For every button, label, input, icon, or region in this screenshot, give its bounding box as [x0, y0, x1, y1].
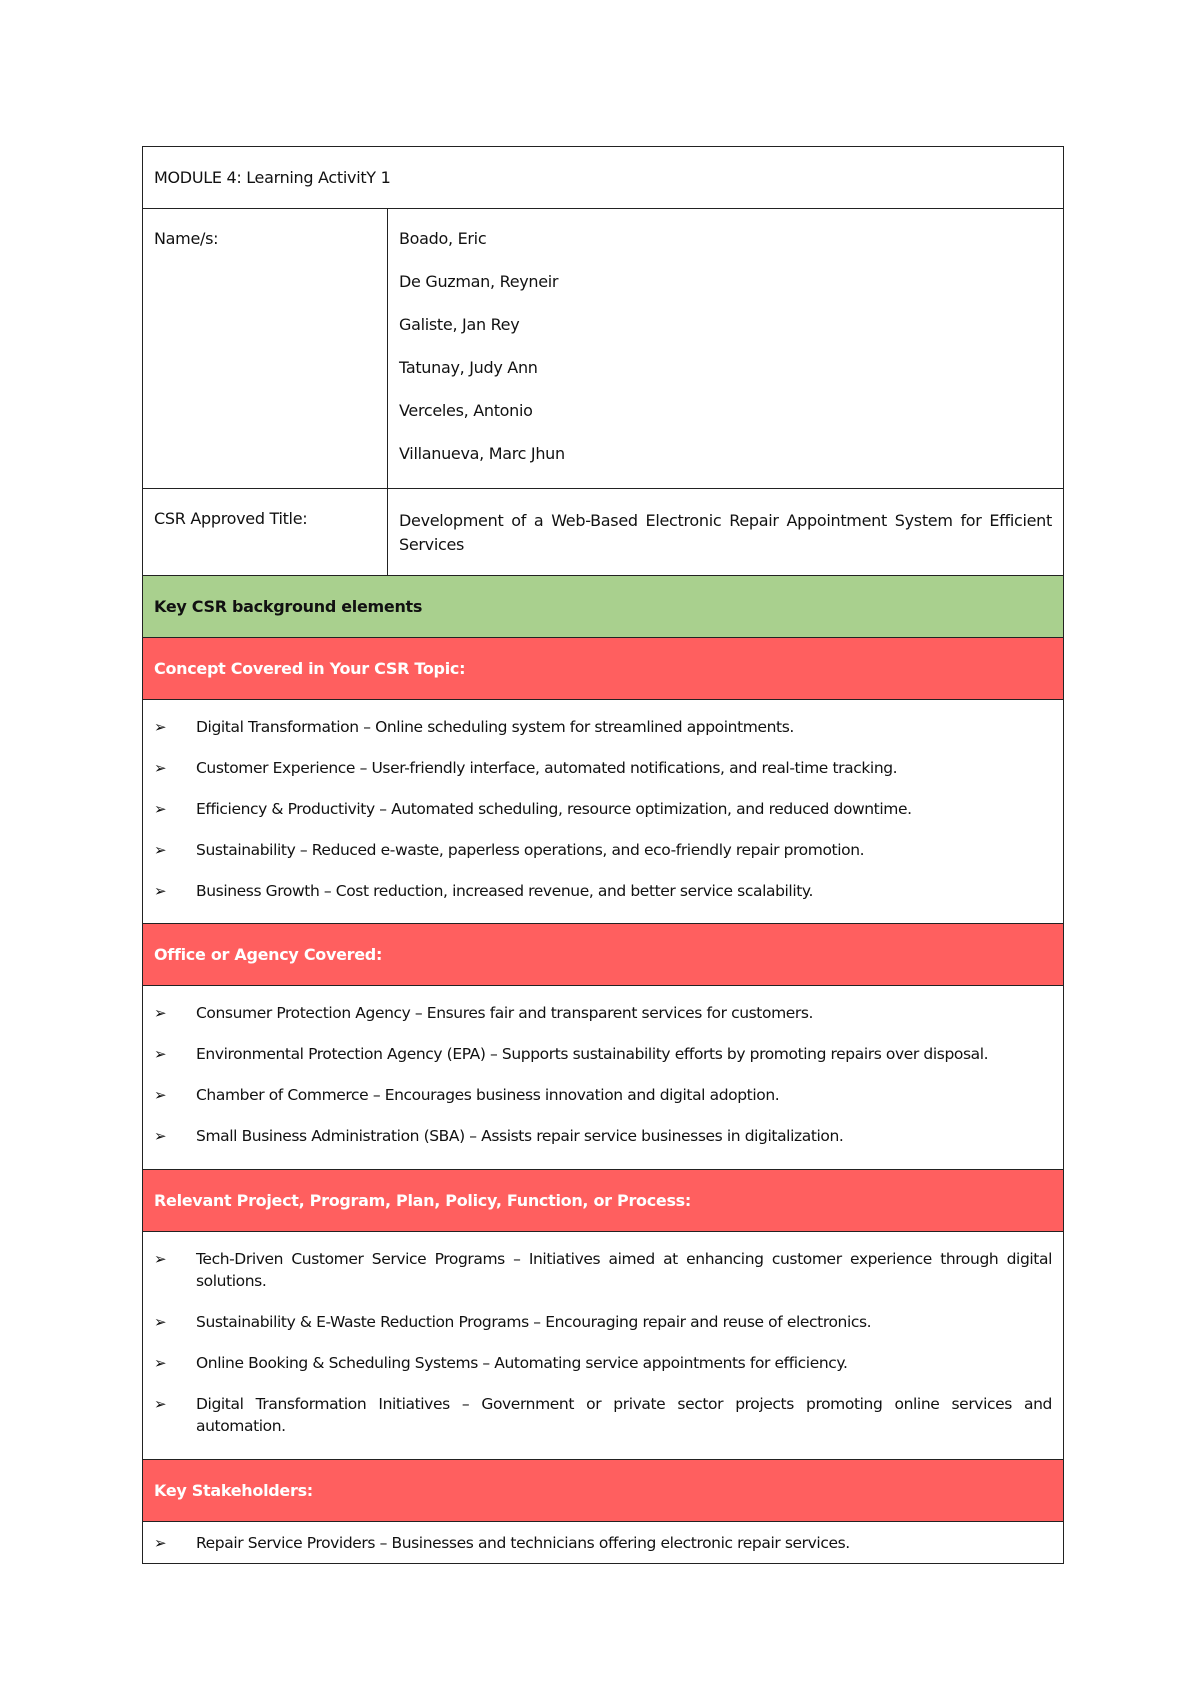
key-elements-title: Key CSR background elements [154, 597, 423, 616]
csr-title-label: CSR Approved Title: [143, 489, 388, 575]
arrow-bullet-icon: ➢ [154, 1313, 167, 1331]
arrow-bullet-icon: ➢ [154, 759, 167, 777]
list-item: ➢ Sustainability – Reduced e-waste, paperless operations, and eco-friendly repair promotion. [154, 841, 865, 859]
names-label: Name/s: [143, 209, 388, 488]
names-list [388, 209, 1063, 488]
section-list-stakeholders [143, 1522, 1063, 1564]
section-list-agency [143, 986, 1063, 1170]
module-title-row [143, 147, 1063, 209]
list-item: ➢ Business Growth – Cost reduction, increased revenue, and better service scalability. [154, 882, 814, 900]
names-row [143, 209, 1063, 489]
list-item: ➢ Online Booking & Scheduling Systems – Automating service appointments for efficiency. [154, 1354, 848, 1372]
arrow-bullet-icon: ➢ [154, 1004, 167, 1022]
list-item: ➢ Efficiency & Productivity – Automated scheduling, resource optimization, and reduced downtime. [154, 800, 912, 818]
list-item: ➢ Tech-Driven Customer Service Programs – Initiatives aimed at enhancing customer experience through digital solutions. [154, 1250, 1052, 1290]
section-heading: Office or Agency Covered: [154, 945, 383, 964]
section-header-stakeholders [143, 1460, 1063, 1522]
arrow-bullet-icon: ➢ [154, 841, 167, 859]
list-item: ➢ Repair Service Providers – Businesses and technicians offering electronic repair services. [154, 1534, 850, 1552]
csr-title-value: Development of a Web-Based Electronic Repair Appointment System for Efficient Services [399, 511, 1052, 554]
arrow-bullet-icon: ➢ [154, 718, 167, 736]
list-item: ➢ Digital Transformation – Online scheduling system for streamlined appointments. [154, 718, 794, 736]
arrow-bullet-icon: ➢ [154, 1395, 167, 1413]
section-header-concept [143, 638, 1063, 700]
section-heading: Key Stakeholders: [154, 1481, 313, 1500]
arrow-bullet-icon: ➢ [154, 1127, 167, 1145]
arrow-bullet-icon: ➢ [154, 1354, 167, 1372]
section-heading: Concept Covered in Your CSR Topic: [154, 659, 466, 678]
name-item: Tatunay, Judy Ann [399, 358, 538, 377]
section-list-programs [143, 1232, 1063, 1460]
section-heading: Relevant Project, Program, Plan, Policy, Function, or Process: [154, 1191, 692, 1210]
arrow-bullet-icon: ➢ [154, 800, 167, 818]
list-item: ➢ Chamber of Commerce – Encourages business innovation and digital adoption. [154, 1086, 780, 1104]
csr-title-row [143, 489, 1063, 576]
name-item: De Guzman, Reyneir [399, 272, 559, 291]
list-item: ➢ Environmental Protection Agency (EPA) – Supports sustainability efforts by promoting repairs over disposal. [154, 1045, 989, 1063]
list-item: ➢ Consumer Protection Agency – Ensures fair and transparent services for customers. [154, 1004, 814, 1022]
arrow-bullet-icon: ➢ [154, 1250, 167, 1268]
name-item: Verceles, Antonio [399, 401, 533, 420]
arrow-bullet-icon: ➢ [154, 1045, 167, 1063]
module-title: MODULE 4: Learning ActivitY 1 [154, 168, 391, 187]
list-item: ➢ Small Business Administration (SBA) – Assists repair service businesses in digitalization. [154, 1127, 844, 1145]
list-item: ➢ Sustainability & E-Waste Reduction Programs – Encouraging repair and reuse of electronics. [154, 1313, 872, 1331]
section-header-agency [143, 924, 1063, 986]
list-item: ➢ Customer Experience – User-friendly interface, automated notifications, and real-time tracking. [154, 759, 898, 777]
activity-form-table [142, 146, 1064, 1564]
list-item: ➢ Digital Transformation Initiatives – Government or private sector projects promoting online services and automation. [154, 1395, 1052, 1435]
name-item: Galiste, Jan Rey [399, 315, 520, 334]
arrow-bullet-icon: ➢ [154, 1086, 167, 1104]
arrow-bullet-icon: ➢ [154, 882, 167, 900]
name-item: Villanueva, Marc Jhun [399, 444, 565, 463]
section-list-concept [143, 700, 1063, 924]
key-elements-header [143, 576, 1063, 638]
name-item: Boado, Eric [399, 229, 487, 248]
section-header-programs [143, 1170, 1063, 1232]
arrow-bullet-icon: ➢ [154, 1534, 167, 1552]
